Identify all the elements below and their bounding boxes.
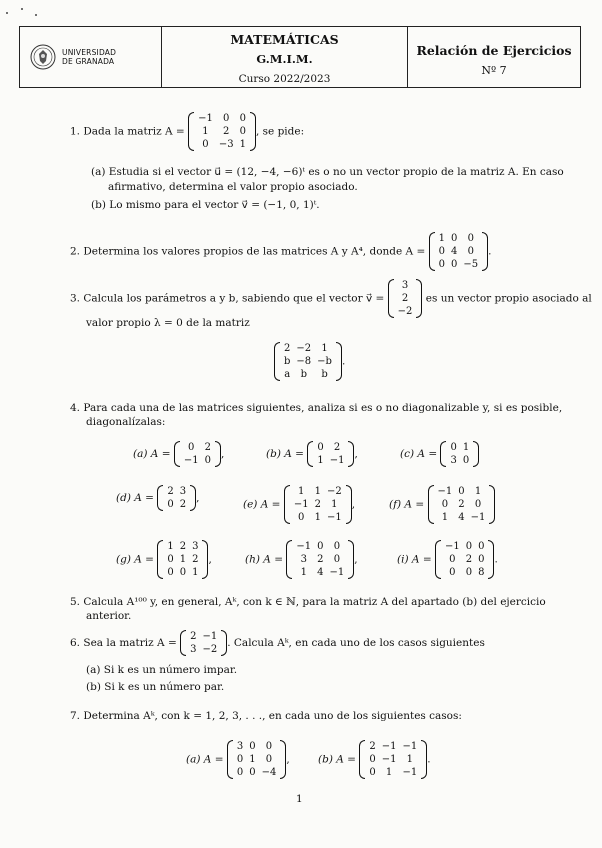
matrix-entry: 0: [236, 767, 244, 778]
matrix-entry: 4: [458, 512, 465, 523]
exercise-2: 2. Determina los valores propios de las matrices A y A⁴, donde A = 1 0 0 0 4 0 0 0 −5 .: [70, 233, 492, 270]
matrix-entry: −8: [296, 356, 312, 367]
matrix-entry: 0: [465, 567, 473, 578]
right-paren: [489, 485, 495, 524]
matrix-entry: 2: [284, 343, 291, 354]
item-label: (b): [318, 753, 333, 766]
left-paren: [440, 441, 446, 467]
left-paren: [429, 232, 435, 271]
exercise-6: 6. Sea la matriz A = 2 −1 3 −2 . Calcula Aᵏ, en cada uno de los casos siguientes: [70, 631, 485, 655]
separator: ,: [286, 753, 290, 766]
matrix-entry: 0: [478, 554, 485, 565]
matrix-entry: 0: [333, 541, 341, 552]
exercise-5: 5. Calcula A¹⁰⁰ y, en general, Aᵏ, con k ∈ ℕ, para la matriz A del apartado (b) del ejercicio: [70, 596, 546, 608]
exercise-4b: [266, 441, 358, 467]
course-year: Curso 2022/2023: [238, 73, 331, 85]
exercise-3-line2: valor propio λ = 0 de la matriz: [86, 317, 250, 329]
exercise-4c: [400, 441, 479, 467]
separator: ,: [208, 553, 212, 566]
matrix-entry: 2: [465, 554, 473, 565]
matrix-entry: −1: [381, 754, 397, 765]
matrix-entry: 1: [462, 442, 470, 453]
matrix-entry: 0: [223, 113, 230, 124]
exercise-3: 3. Calcula los parámetros a y b, sabiendo que el vector v⃗ = 3 2 −2 es un vector propio asociado al: [70, 280, 592, 317]
matrix-entry: −2: [397, 306, 413, 317]
matrix: [157, 540, 208, 579]
matrix-entry: 0: [202, 139, 209, 150]
matrix-entry: 3: [401, 280, 409, 291]
exercise-4h: [245, 540, 358, 579]
equation: A =: [280, 448, 308, 460]
exercise-4e: [243, 485, 355, 524]
matrix-entry: 8: [478, 567, 485, 578]
matrix-entry: 1: [167, 541, 174, 552]
relation-block: [408, 27, 580, 87]
left-paren: [157, 540, 163, 579]
relation-title: Relación de Ejercicios: [416, 43, 572, 58]
matrix-entry: 1: [385, 767, 393, 778]
matrix-entry: 1: [317, 455, 324, 466]
matrix-entry: 0: [478, 541, 485, 552]
page-number: 1: [296, 793, 303, 805]
degree-title: G.M.I.M.: [256, 52, 313, 66]
item-label: (b): [266, 448, 281, 460]
matrix-entry: b: [300, 369, 307, 380]
relation-number: Nº 7: [481, 64, 507, 77]
matrix-entry: 1: [202, 126, 209, 137]
matrix-entry: 2: [317, 554, 324, 565]
matrix-entry: 0: [451, 259, 458, 270]
item-label: (e): [243, 498, 258, 511]
left-paren: [428, 485, 434, 524]
matrix-entry: 0: [467, 233, 474, 244]
matrix-entry: 0: [204, 455, 211, 466]
matrix-entry: −3: [218, 139, 234, 150]
matrix: [440, 441, 479, 467]
matrix-entry: 2: [167, 486, 174, 497]
matrix-entry: 3: [179, 486, 187, 497]
matrix-entry: 0: [249, 767, 256, 778]
matrix-entry: b: [321, 369, 328, 380]
matrix: [274, 342, 342, 381]
left-paren: [388, 279, 394, 318]
matrix-entry: 1: [298, 486, 305, 497]
matrix-entry: 1: [438, 233, 445, 244]
matrix: [428, 485, 496, 524]
matrix-entry: −1: [381, 741, 397, 752]
item-label: (g): [116, 553, 131, 566]
matrix-entry: 0: [236, 754, 244, 765]
matrix-entry: 0: [333, 554, 341, 565]
matrix-entry: 2: [190, 631, 197, 642]
matrix-entry: 0: [438, 246, 445, 257]
matrix-entry: 0: [167, 554, 174, 565]
matrix-entry: 1: [441, 512, 449, 523]
matrix-entry: 3: [450, 455, 457, 466]
matrix-entry: 0: [441, 499, 449, 510]
document-header: [19, 26, 581, 88]
university-block: [20, 27, 162, 87]
matrix-entry: 0: [317, 541, 324, 552]
matrix-entry: 1: [474, 486, 482, 497]
matrix: [284, 485, 352, 524]
matrix-entry: 2: [223, 126, 230, 137]
equation: A =: [401, 498, 428, 511]
university-name: UNIVERSIDAD DE GRANADA: [62, 48, 117, 66]
separator: .: [494, 553, 498, 566]
matrix-entry: 1: [314, 486, 321, 497]
equation: A =: [414, 448, 441, 460]
matrix-entry: 0: [249, 741, 256, 752]
equation: A =: [408, 553, 435, 566]
matrix: [157, 485, 196, 511]
matrix-entry: −5: [463, 259, 479, 270]
matrix-entry: 0: [167, 499, 174, 510]
equation: A =: [257, 498, 284, 511]
matrix-entry: 1: [239, 139, 246, 150]
matrix: [227, 740, 290, 779]
matrix-entry: 3: [236, 741, 244, 752]
matrix-entry: 2: [369, 741, 376, 752]
exercise-4-line2: diagonalízalas:: [86, 416, 166, 428]
matrix-entry: 2: [179, 541, 187, 552]
equation: A =: [130, 492, 158, 504]
university-seal-icon: [30, 44, 56, 70]
item-label: (c): [400, 448, 415, 460]
matrix-entry: 1: [406, 754, 414, 765]
exercise-1a: (a) Estudia si el vector u⃗ = (12, −4, −6)ᵗ es o no un vector propio de la matriz A. En caso: [91, 166, 564, 178]
equation: A =: [200, 753, 227, 766]
exercise-5-line2: anterior.: [86, 610, 132, 622]
matrix-entry: 0: [449, 554, 456, 565]
matrix-entry: 0: [450, 442, 457, 453]
left-paren: [286, 540, 292, 579]
exercise-4i: [397, 540, 498, 579]
matrix-entry: −1: [183, 455, 199, 466]
matrix-entry: 0: [317, 442, 324, 453]
matrix-entry: 4: [317, 567, 324, 578]
matrix-entry: 3: [190, 644, 197, 655]
equation: A =: [332, 753, 360, 766]
item-label: (a): [186, 753, 201, 766]
equation: A =: [130, 553, 158, 566]
matrix-entry: −1: [402, 741, 418, 752]
matrix: [180, 630, 227, 656]
separator: .: [427, 753, 431, 766]
matrix: [435, 540, 498, 579]
matrix-entry: 2: [192, 554, 199, 565]
matrix-entry: 0: [451, 233, 458, 244]
matrix-entry: 0: [265, 754, 273, 765]
exercise-3-matrix: 2 −2 1 b −8 −b a b b .: [274, 342, 345, 381]
matrix-entry: 0: [188, 442, 195, 453]
matrix-entry: b: [284, 356, 291, 367]
left-paren: [227, 740, 233, 779]
exercise-7a: [186, 740, 290, 779]
exercise-6a: (a) Si k es un número impar.: [86, 664, 238, 676]
matrix-entry: 1: [192, 567, 199, 578]
scan-speck: [6, 12, 8, 14]
right-paren: [416, 279, 422, 318]
right-paren: [473, 441, 479, 467]
matrix-entry: 3: [300, 554, 307, 565]
left-paren: [174, 441, 180, 467]
scan-speck: [21, 8, 23, 10]
matrix-entry: 0: [458, 486, 465, 497]
item-label: (i): [397, 553, 409, 566]
matrix-entry: 0: [167, 567, 174, 578]
matrix: [286, 540, 354, 579]
exercise-4: 4. Para cada una de las matrices siguientes, analiza si es o no diagonalizable y, si es posible,: [70, 402, 563, 414]
left-paren: [188, 112, 194, 151]
exercise-4g: [116, 540, 212, 579]
matrix-entry: 1: [314, 512, 321, 523]
matrix-entry: 0: [474, 499, 482, 510]
matrix-entry: −1: [402, 767, 418, 778]
vector: [388, 279, 423, 318]
left-paren: [435, 540, 441, 579]
matrix-entry: 1: [179, 554, 187, 565]
left-paren: [180, 630, 186, 656]
matrix-entry: −1: [293, 499, 309, 510]
left-paren: [307, 441, 313, 467]
matrix-entry: 0: [465, 541, 473, 552]
matrix-entry: 2: [204, 442, 211, 453]
matrix-entry: 1: [249, 754, 256, 765]
item-label: (h): [245, 553, 260, 566]
exercise-7b: [318, 740, 431, 779]
matrix-entry: −1: [444, 541, 460, 552]
matrix-entry: 1: [321, 343, 328, 354]
matrix-entry: 0: [239, 113, 246, 124]
separator: ,: [196, 492, 200, 504]
matrix: [174, 441, 221, 467]
course-block: [162, 27, 408, 87]
matrix-entry: 2: [179, 499, 187, 510]
matrix-entry: 2: [333, 442, 341, 453]
matrix: [307, 441, 354, 467]
item-label: (a): [133, 448, 148, 460]
matrix-entry: 0: [265, 741, 273, 752]
matrix-entry: −1: [470, 512, 486, 523]
matrix-entry: 0: [298, 512, 305, 523]
left-paren: [284, 485, 290, 524]
matrix-entry: −2: [326, 486, 342, 497]
matrix-entry: 2: [314, 499, 321, 510]
scan-speck: [35, 14, 37, 16]
subject-title: MATEMÁTICAS: [230, 32, 339, 47]
matrix-entry: 2: [401, 293, 409, 304]
matrix-entry: 1: [300, 567, 307, 578]
exercise-1a-line2: afirmativo, determina el valor propio asociado.: [108, 181, 358, 193]
exercise-7: 7. Determina Aᵏ, con k = 1, 2, 3, . . ., en cada uno de los siguientes casos:: [70, 710, 462, 722]
matrix-entry: 2: [458, 499, 465, 510]
matrix-entry: 4: [451, 246, 458, 257]
exercise-4d: [116, 485, 199, 511]
matrix-entry: −1: [329, 455, 345, 466]
left-paren: [274, 342, 280, 381]
equation: A =: [259, 553, 287, 566]
matrix-entry: 1: [331, 499, 338, 510]
matrix-entry: 0: [462, 455, 470, 466]
exercise-1b: (b) Lo mismo para el vector v⃗ = (−1, 0, 1)ᵗ.: [91, 199, 320, 211]
matrix: [429, 232, 489, 271]
left-paren: [359, 740, 365, 779]
matrix: [359, 740, 427, 779]
matrix-entry: 3: [192, 541, 199, 552]
matrix-entry: 0: [179, 567, 187, 578]
matrix-entry: 0: [449, 567, 456, 578]
matrix-entry: 0: [438, 259, 445, 270]
equation: A =: [147, 448, 174, 460]
matrix: [188, 112, 256, 151]
separator: ,: [220, 448, 225, 460]
matrix-entry: −1: [437, 486, 453, 497]
exercise-1: 1. Dada la matriz A = −1 0 0 1 2 0 0 −3 1 , se pide:: [70, 113, 305, 150]
matrix-entry: −4: [261, 767, 277, 778]
matrix-entry: −2: [296, 343, 312, 354]
separator: ,: [354, 553, 358, 566]
matrix-entry: −2: [202, 644, 218, 655]
matrix-entry: −1: [202, 631, 218, 642]
matrix-entry: a: [284, 369, 291, 380]
matrix-entry: −1: [198, 113, 213, 124]
matrix-entry: −1: [326, 512, 342, 523]
exercise-6b: (b) Si k es un número par.: [86, 681, 225, 693]
exercise-4f: [389, 485, 495, 524]
matrix-entry: 0: [369, 767, 376, 778]
matrix-entry: −1: [296, 541, 312, 552]
item-label: (d): [116, 492, 131, 504]
left-paren: [157, 485, 163, 511]
matrix-entry: −b: [317, 356, 332, 367]
separator: ,: [351, 498, 356, 511]
matrix-entry: −1: [329, 567, 345, 578]
separator: ,: [354, 448, 358, 460]
matrix-entry: 0: [467, 246, 474, 257]
matrix-entry: 0: [369, 754, 376, 765]
exercise-4a: [133, 441, 224, 467]
item-label: (f): [389, 498, 402, 511]
matrix-entry: 0: [239, 126, 246, 137]
